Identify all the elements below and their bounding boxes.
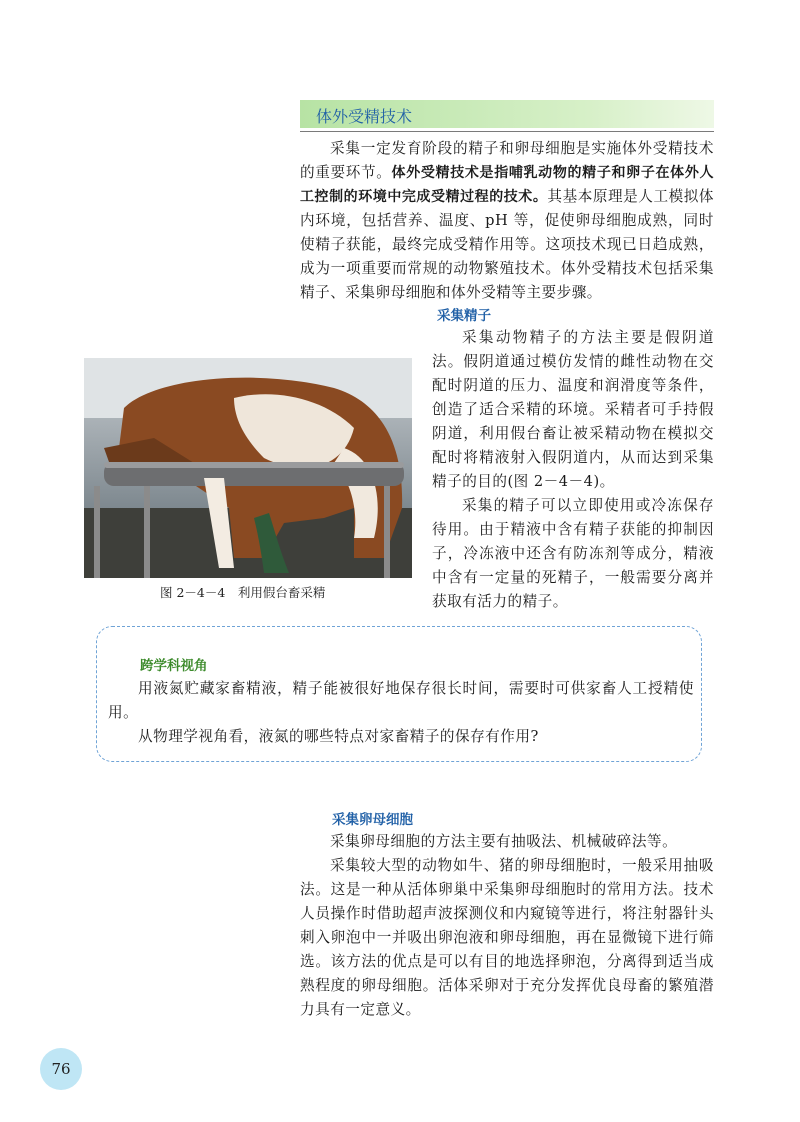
sperm-paragraph-2: 采集的精子可以立即使用或冷冻保存待用。由于精液中含有精子获能的抑制因子，冷冻液中还含有防冻剂等成分，精液中含有一定量的死精子，一般需要分离并获取有活力的精子。 [432, 497, 714, 610]
page-number: 76 [40, 1048, 82, 1090]
figure-caption: 图 2－4－4 利用假台畜采精 [160, 585, 326, 600]
heading-collect-oocyte: 采集卵母细胞 [332, 812, 413, 828]
intro-definition: 体外受精技术是指哺乳动物的精子和卵子在体外人工控制的环境中完成受精过程的技术。 [300, 165, 714, 205]
intro-text-2: 其基本原理是人工模拟体内环境，包括营养、温度、pH 等，促使卵母细胞成熟，同时使精子获能，最终完成受精作用等。这项技术现已日趋成熟，成为一项重要而常规的动物繁殖技术。体外受精技术包括采集精子、采集卵母细胞和体外受精等主要步骤。 [300, 188, 714, 301]
section-title-band [300, 100, 714, 128]
oocyte-paragraph-2: 采集较大型的动物如牛、猪的卵母细胞时，一般采用抽吸法。这是一种从活体卵巢中采集卵母细胞时的常用方法。技术人员操作时借助超声波探测仪和内窥镜等进行，将注射器针头刺入卵泡中一并吸出卵泡液和卵母细胞，再在显微镜下进行筛选。该方法的优点是可以有目的地选择卵泡，分离得到适当成熟程度的卵母细胞。活体采卵对于充分发挥优良母畜的繁殖潜力具有一定意义。 [300, 857, 714, 1018]
interdisciplinary-text-1: 用液氮贮藏家畜精液，精子能被很好地保存很长时间，需要时可供家畜人工授精使用。 [108, 680, 694, 721]
heading-collect-sperm: 采集精子 [437, 308, 491, 324]
interdisciplinary-question: 从物理学视角看，液氮的哪些特点对家畜精子的保存有作用? [138, 728, 539, 745]
interdisciplinary-heading: 跨学科视角 [140, 658, 208, 674]
section-rule [300, 131, 714, 132]
oocyte-paragraph-1: 采集卵母细胞的方法主要有抽吸法、机械破碎法等。 [330, 833, 678, 850]
section-title: 体外受精技术 [316, 107, 413, 126]
intro-text-1: 采集一定发育阶段的精子和卵母细胞是实施体外受精技术的重要环节。 [300, 140, 714, 181]
sperm-paragraph-1: 采集动物精子的方法主要是假阴道法。假阴道通过模仿发情的雌性动物在交配时阴道的压力、温度和润滑度等条件，创造了适合采精的环境。采精者可手持假阴道，利用假台畜让被采精动物在模拟交配时将精液射入假阴道内，从而达到采集精子的目的(图 2－4－4)。 [432, 329, 714, 490]
intro-paragraph [300, 137, 714, 305]
bull-collection-photo [84, 358, 412, 578]
